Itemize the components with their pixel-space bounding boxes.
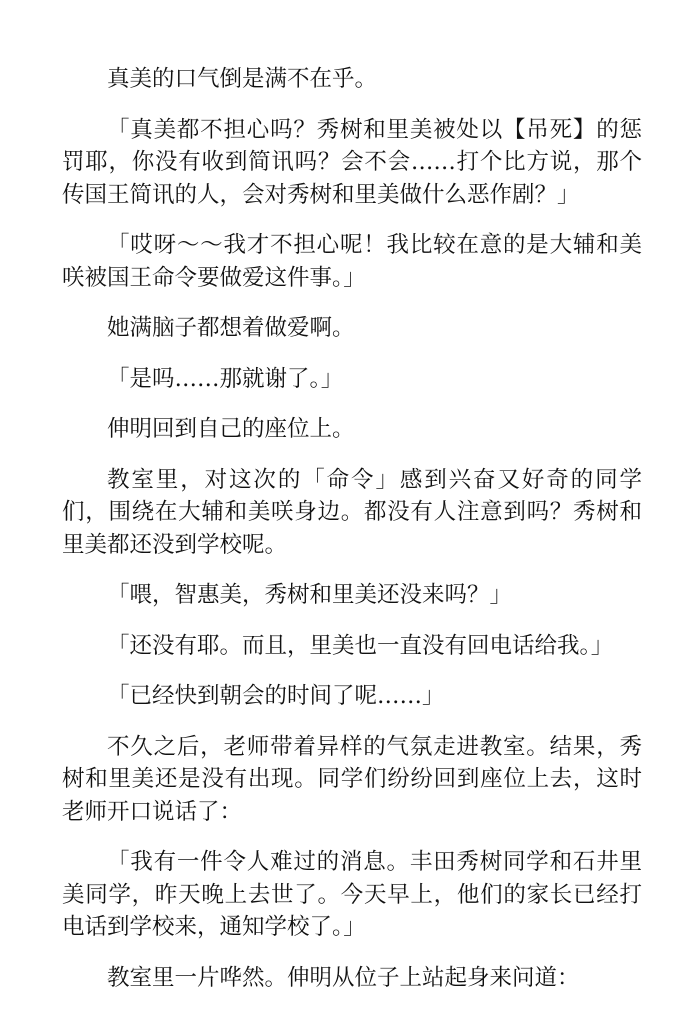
paragraph: 「已经快到朝会的时间了呢……」 — [107, 683, 445, 709]
paragraph: 「是吗……那就谢了。」 — [107, 365, 344, 392]
paragraph: 不久之后，老师带着异样的气氛走进教室。结果，秀树和里美还是没有出现。同学们纷纷回到座位上去，这时老师开口说话了： — [62, 733, 642, 825]
paragraph: 教室里，对这次的「命令」感到兴奋又好奇的同学们，围绕在大辅和美咲身边。都没有人注意到吗？秀树和里美都还没到学校呢。 — [62, 466, 642, 558]
paragraph: 「我有一件令人难过的消息。丰田秀树同学和石井里美同学，昨天晚上去世了。今天早上，他们的家长已经打电话到学校来，通知学校了。」 — [62, 849, 642, 940]
paragraph: 她满脑子都想着做爱啊。 — [107, 315, 355, 341]
paragraph: 「哎呀～～我才不担心呢！我比较在意的是大辅和美咲被国王命令要做爱这件事。」 — [62, 232, 642, 291]
paragraph: 真美的口气倒是满不在乎。 — [107, 66, 378, 92]
paragraph: 「还没有耶。而且，里美也一直没有回电话给我。」 — [107, 632, 614, 659]
paragraph: 「喂，智惠美，秀树和里美还没来吗？」 — [107, 582, 513, 608]
paragraph: 「真美都不担心吗？秀树和里美被处以【吊死】的惩罚耶，你没有收到简讯吗？会不会……打个比方说，那个传国王简讯的人，会对秀树和里美做什么恶作剧？」 — [62, 116, 642, 208]
document-page — [62, 63, 642, 1012]
paragraph: 教室里一片哗然。伸明从位子上站起身来问道： — [107, 964, 580, 991]
paragraph: 伸明回到自己的座位上。 — [107, 416, 355, 442]
